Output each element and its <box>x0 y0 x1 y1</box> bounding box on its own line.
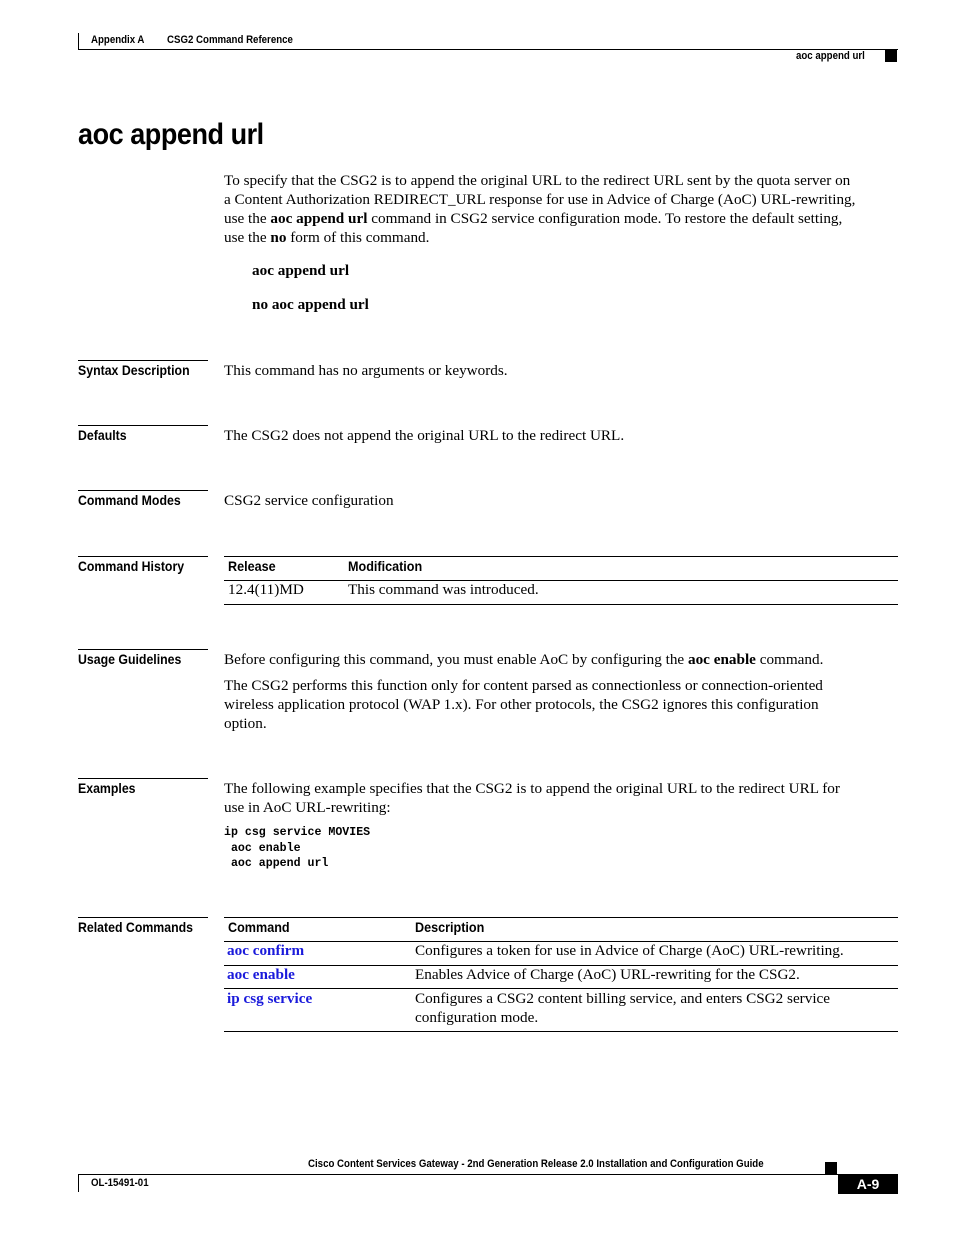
usage-paragraph-2: The CSG2 performs this function only for content parsed as connectionless or connection-oriented wireless application protocol (WAP 1.x). For other protocols, the CSG2 ignores this configuration option. <box>224 677 823 732</box>
footer-page-number: A-9 <box>838 1175 898 1194</box>
history-row-modification: This command was introduced. <box>348 581 539 598</box>
examples-paragraph: The following example specifies that the CSG2 is to append the original URL to the redirect URL for use in AoC URL-rewriting: <box>224 780 840 816</box>
header-marker <box>885 50 897 62</box>
history-table-top-rule <box>224 556 898 557</box>
section-label-usage-guidelines: Usage Guidelines <box>78 651 182 667</box>
history-col-modification: Modification <box>348 558 423 574</box>
related-desc-aoc-enable: Enables Advice of Charge (AoC) URL-rewriting for the CSG2. <box>415 966 800 983</box>
section-label-related-commands: Related Commands <box>78 919 194 935</box>
footer-doc-id: OL-15491-01 <box>91 1177 149 1189</box>
intro-line-4: use the no form of this command. <box>224 229 430 246</box>
section-rule <box>78 425 208 426</box>
history-table-header-rule <box>224 580 898 581</box>
section-label-defaults: Defaults <box>78 427 127 443</box>
section-rule <box>78 490 208 491</box>
related-desc-ip-csg-service: Configures a CSG2 content billing service, and enters CSG2 service configuration mode. <box>415 990 831 1026</box>
section-rule <box>78 917 208 918</box>
header-appendix: Appendix A <box>91 34 145 46</box>
section-rule <box>78 360 208 361</box>
related-link-aoc-enable[interactable]: aoc enable <box>227 966 295 983</box>
footer-guide-title: Cisco Content Services Gateway - 2nd Generation Release 2.0 Installation and Configuration Guide <box>308 1158 764 1170</box>
intro-line-3: use the aoc append url command in CSG2 service configuration mode. To restore the default setting, <box>224 210 843 227</box>
history-row-release: 12.4(11)MD <box>228 581 304 598</box>
usage-paragraph-1: Before configuring this command, you must enable AoC by configuring the aoc enable command. <box>224 651 824 668</box>
footer-marker <box>825 1162 837 1174</box>
header-running-title: aoc append url <box>796 50 865 62</box>
section-rule <box>78 649 208 650</box>
header-rule <box>78 49 898 50</box>
history-table-bottom-rule <box>224 604 898 605</box>
history-col-release: Release <box>228 558 276 574</box>
command-modes-text: CSG2 service configuration <box>224 492 394 509</box>
related-link-aoc-confirm[interactable]: aoc confirm <box>227 942 305 959</box>
section-rule <box>78 778 208 779</box>
related-col-description: Description <box>415 919 485 935</box>
syntax-command: aoc append url <box>252 262 350 279</box>
section-label-command-modes: Command Modes <box>78 492 181 508</box>
section-label-command-history: Command History <box>78 558 185 574</box>
intro-paragraph <box>224 171 898 247</box>
example-code-block: ip csg service MOVIES aoc enable aoc append url <box>224 826 371 870</box>
section-label-examples: Examples <box>78 780 136 796</box>
page-title: aoc append url <box>78 118 264 151</box>
section-rule <box>78 556 208 557</box>
related-table-bottom-rule <box>224 1031 898 1032</box>
syntax-description-text: This command has no arguments or keywords. <box>224 362 508 379</box>
related-link-ip-csg-service[interactable]: ip csg service <box>227 990 313 1007</box>
section-label-syntax-description: Syntax Description <box>78 362 190 378</box>
related-table-top-rule <box>224 917 898 918</box>
intro-line-1: To specify that the CSG2 is to append the original URL to the redirect URL sent by the quota server on <box>224 172 851 189</box>
related-col-command: Command <box>228 919 290 935</box>
footer-rule-vertical <box>78 1174 79 1192</box>
syntax-no-command: no aoc append url <box>252 296 369 313</box>
related-desc-aoc-confirm: Configures a token for use in Advice of Charge (AoC) URL-rewriting. <box>415 942 844 959</box>
footer-rule <box>78 1174 898 1175</box>
defaults-text: The CSG2 does not append the original URL to the redirect URL. <box>224 427 625 444</box>
header-chapter: CSG2 Command Reference <box>167 34 293 46</box>
header-rule-vertical <box>78 33 79 49</box>
intro-line-2: a Content Authorization REDIRECT_URL response for use in Advice of Charge (AoC) URL-rewriting, <box>224 191 856 208</box>
